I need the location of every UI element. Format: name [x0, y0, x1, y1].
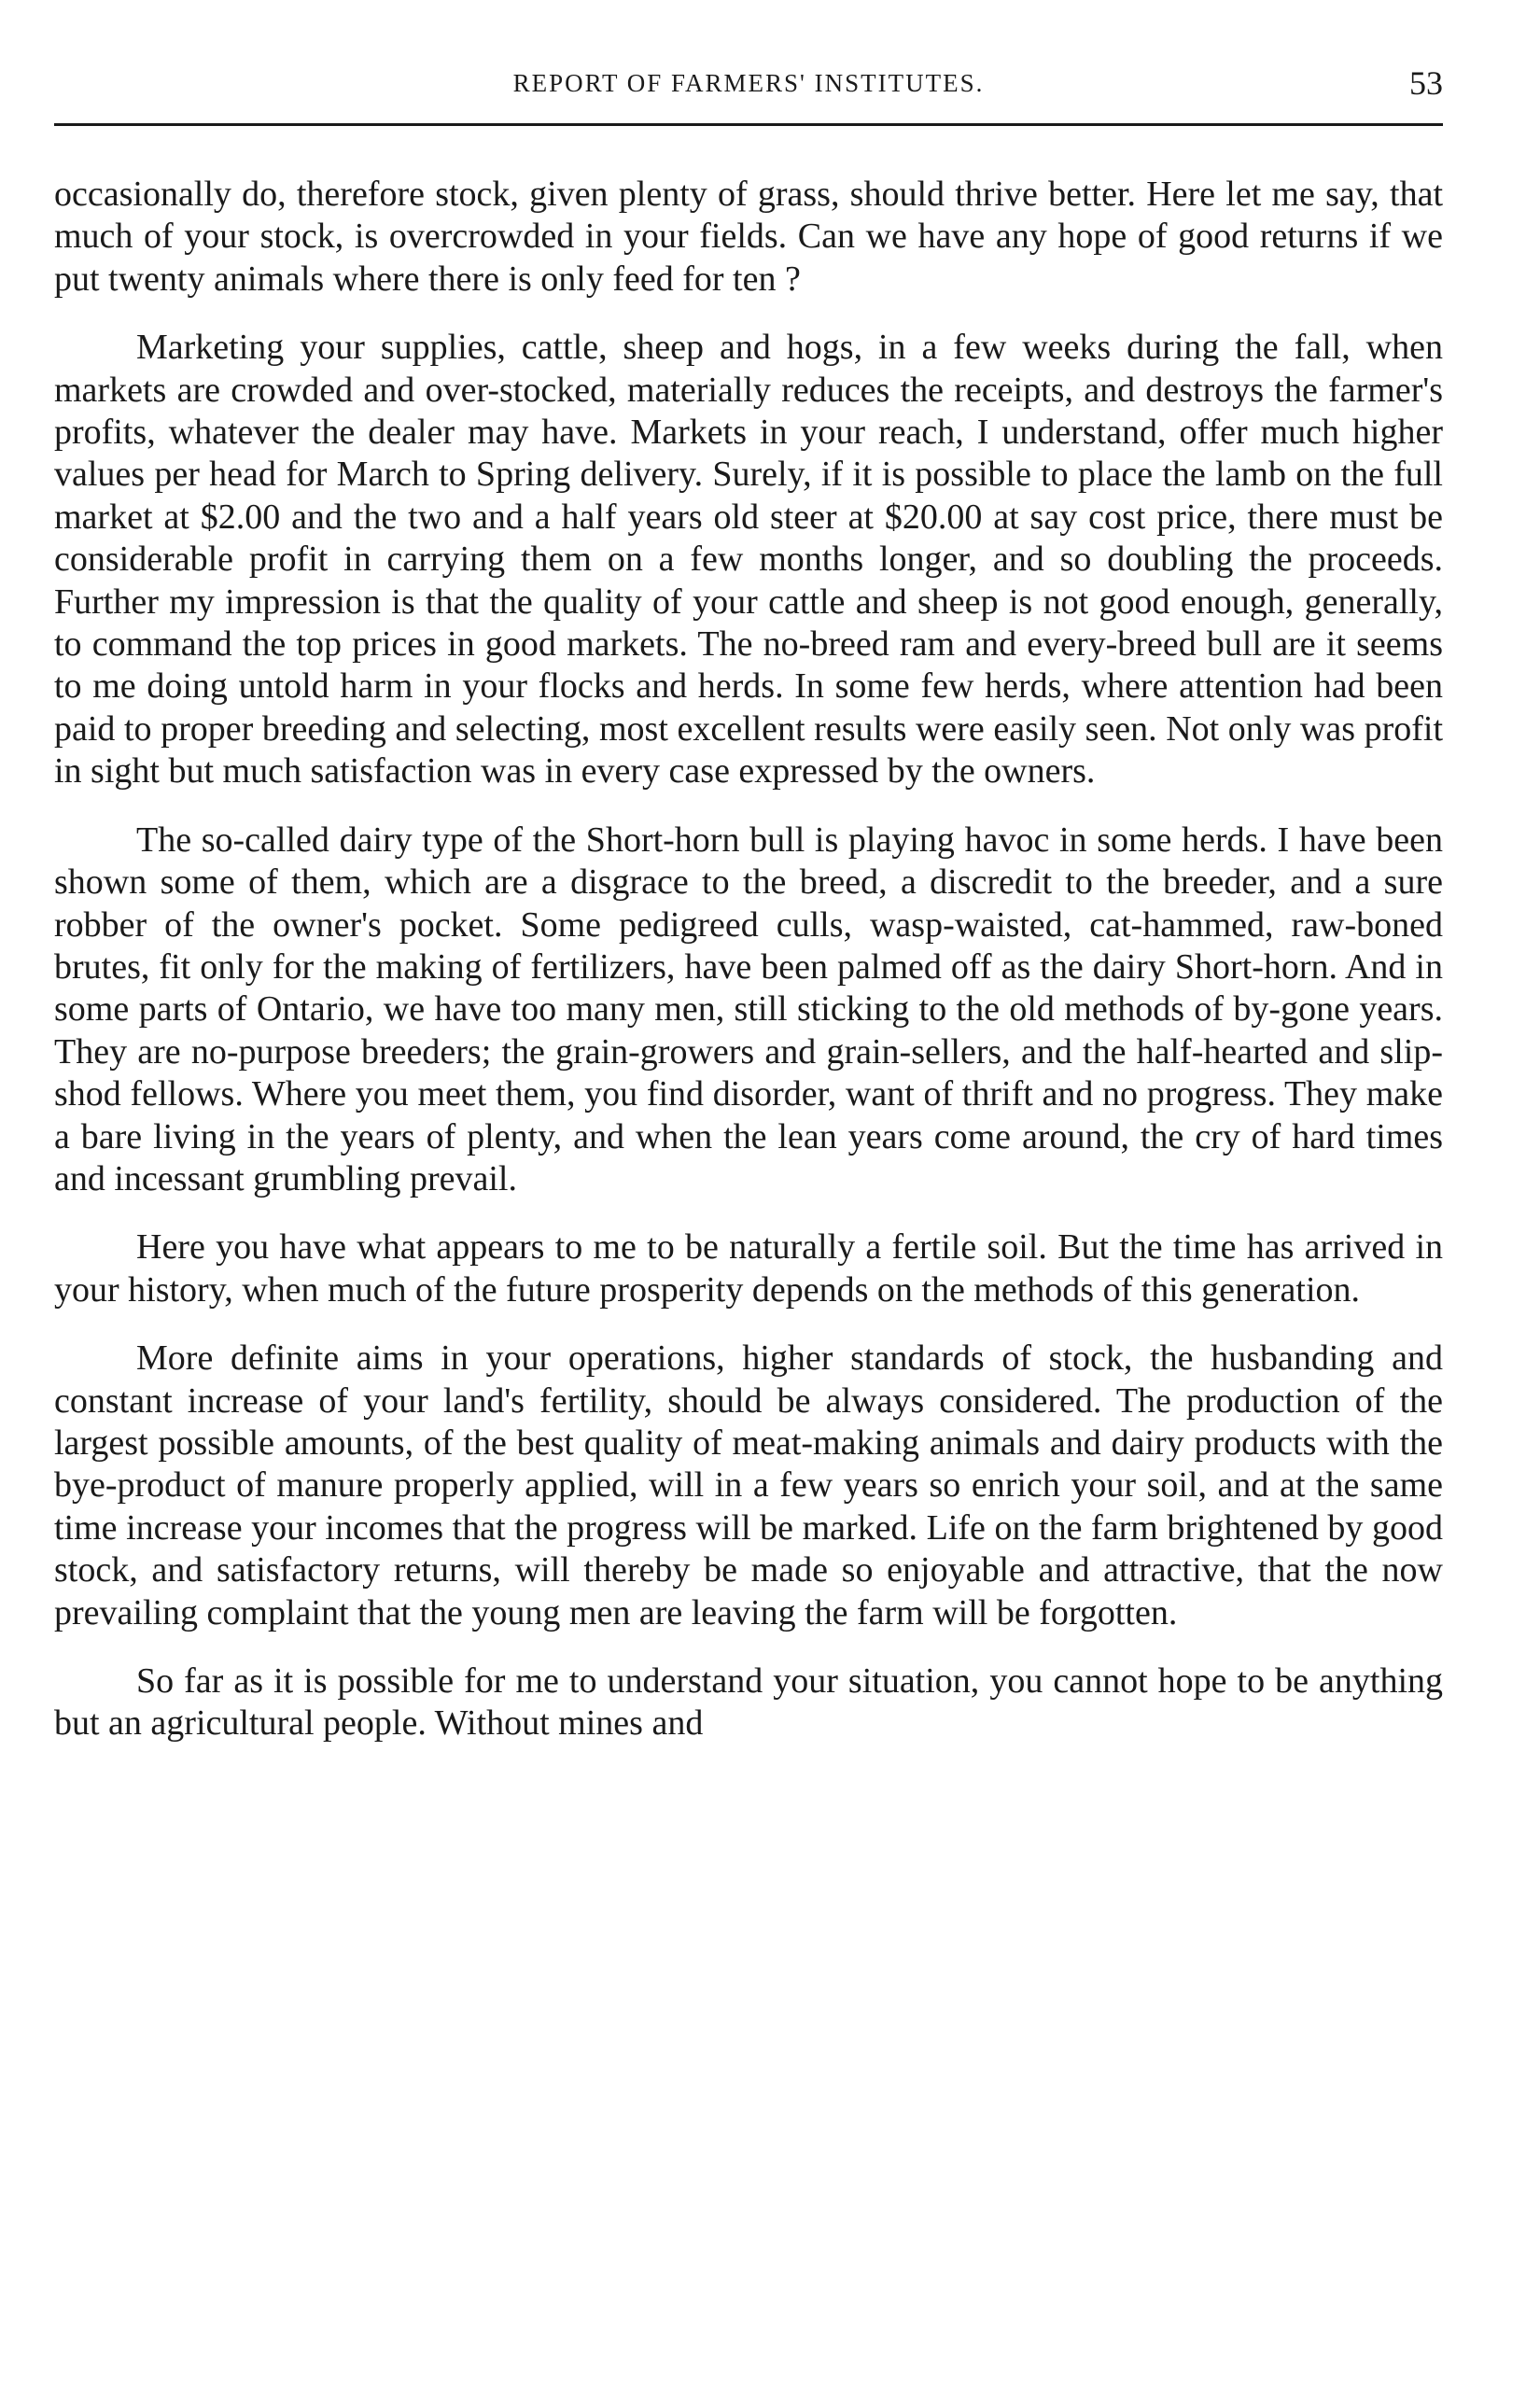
paragraph-agricultural-people: So far as it is possible for me to understand your situation, you cannot hope to be anything but an agricultural people. Without mines and: [54, 1661, 1443, 1744]
paragraph-fertile-soil: Here you have what appears to me to be naturally a fertile soil. But the time has arrived in your history, when much of the future prosperity depends on the methods of this generation.: [54, 1227, 1443, 1310]
page-number: 53: [1409, 64, 1443, 102]
page-header: [54, 54, 1443, 110]
running-title: REPORT OF FARMERS' INSTITUTES.: [512, 69, 985, 97]
paragraph-marketing: Marketing your supplies, cattle, sheep and hogs, in a few weeks during the fall, when markets are crowded and over-stocked, materially reduces the receipts, and destroys the farmer's profits, whatever the dealer may have. Markets in your reach, I understand, offer much higher values per head for March to Spring delivery. Surely, if it is possible to place the lamb on the full market at $2.00 and the two and a half years old steer at $20.00 at say cost price, there must be considerable profit in carrying them on a few months longer, and so doubling the proceeds. Further my impression is that the quality of your cattle and sheep is not good enough, generally, to command the top prices in good markets. The no-breed ram and every-breed bull are it seems to me doing untold harm in your flocks and herds. In some few herds, where attention had been paid to proper breeding and selecting, most excellent results were easily seen. Not only was profit in sight but much satisfaction was in every case expressed by the owners.: [54, 328, 1443, 792]
paragraph-shorthorn: The so-called dairy type of the Short-horn bull is playing havoc in some herds. I have been shown some of them, which are a disgrace to the breed, a discredit to the breeder, and a sure robber of the owner's pocket. Some pedigreed culls, wasp-waisted, cat-hammed, raw-boned brutes, fit only for the making of fertilizers, have been palmed off as the dairy Short-horn. And in some parts of Ontario, we have too many men, still sticking to the old methods of by-gone years. They are no-purpose breeders; the grain-growers and grain-sellers, and the half-hearted and slip-shod fellows. Where you meet them, you find disorder, want of thrift and no progress. They make a bare living in the years of plenty, and when the lean years come around, the cry of hard times and incessant grumbling prevail.: [54, 820, 1443, 1198]
paragraph-definite-aims: More definite aims in your operations, higher standards of stock, the husbanding and constant increase of your land's fertility, should be always considered. The production of the largest possible amounts, of the best quality of meat-making animals and dairy products with the bye-product of manure properly applied, will in a few years so enrich your soil, and at the same time increase your incomes that the progress will be marked. Life on the farm brightened by good stock, and satisfactory returns, will thereby be made so enjoyable and attractive, that the now prevailing complaint that the young men are leaving the farm will be forgotten.: [54, 1338, 1443, 1632]
body-text: [54, 174, 1443, 1772]
paragraph-continuation: occasionally do, therefore stock, given plenty of grass, should thrive better. Here let me say, that much of your stock, is overcrowded in your fields. Can we have any hope of good returns if we put twenty animals where there is only feed for ten ?: [54, 175, 1443, 299]
header-rule: [54, 123, 1443, 126]
